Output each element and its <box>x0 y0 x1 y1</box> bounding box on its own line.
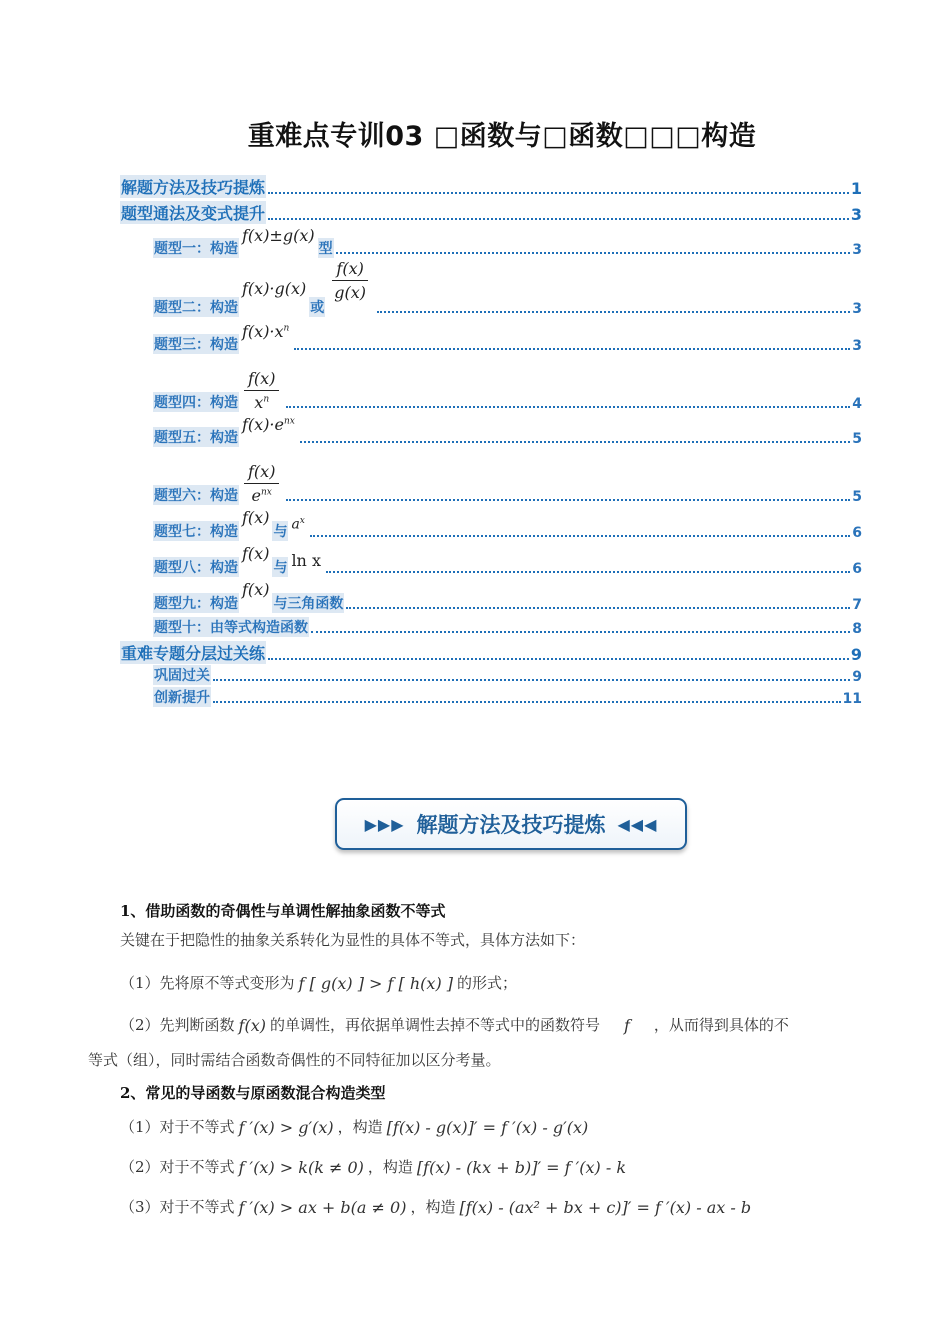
toc-entry[interactable] <box>153 580 862 613</box>
toc-leader <box>310 534 850 537</box>
toc-leader <box>326 570 850 573</box>
toc-page-number: 5 <box>852 431 862 447</box>
page-title: 重难点专训03 □函数与□函数□□□构造 <box>247 121 757 152</box>
toc-entry-label: 题型十：由等式构造函数 <box>153 617 309 637</box>
toc-entry-label: 题型四：构造 <box>153 392 239 412</box>
formula: [f(x) - (ax² + bx + c)]′ = f ′(x) - ax - b <box>459 1198 752 1217</box>
toc-entry-label: 题型一：构造 <box>153 238 239 258</box>
toc-entry-label: 题型六：构造 <box>153 485 239 505</box>
formula-base: f(x)·x <box>242 322 284 341</box>
toc-entry-label: 重难专题分层过关练 <box>120 641 266 664</box>
toc-leader <box>311 630 850 633</box>
toc-fraction <box>241 462 282 505</box>
toc-leader <box>346 606 850 609</box>
toc-entry-suffix: 型 <box>318 238 334 258</box>
toc-page-number: 3 <box>852 338 862 354</box>
text: ，构造 <box>367 1157 413 1176</box>
toc-entry[interactable] <box>153 687 862 707</box>
toc-entry-suffix: 与 <box>272 521 288 541</box>
text: 的形式； <box>457 973 518 992</box>
toc-leader <box>300 440 850 443</box>
toc-leader <box>377 310 850 313</box>
formula-exponent: nx <box>261 487 272 498</box>
toc-formula: f(x) <box>242 544 270 563</box>
formula-exponent: n <box>263 394 270 405</box>
toc-leader <box>268 191 849 194</box>
toc-entry-label: 题型通法及变式提升 <box>120 201 266 224</box>
toc-entry[interactable] <box>153 322 862 354</box>
formula: [f(x) - (kx + b)]′ = f ′(x) - k <box>416 1158 627 1177</box>
paragraph: 等式（组），同时需结合函数奇偶性的不同特征加以区分考量。 <box>88 1051 501 1069</box>
toc-entry[interactable] <box>153 544 862 577</box>
formula: f ′(x) > g′(x) <box>238 1118 334 1137</box>
text: （1）对于不等式 <box>120 1117 235 1136</box>
toc-entry-label: 题型九：构造 <box>153 593 239 613</box>
fraction-denominator <box>250 391 273 412</box>
right-arrows-icon: ▶▶▶ <box>364 814 405 834</box>
denominator-base: x <box>254 393 264 412</box>
denominator-base: e <box>251 486 262 505</box>
toc-formula: f(x) <box>242 508 270 527</box>
formula: f [ g(x) ] > f [ h(x) ] <box>298 974 454 993</box>
toc-page-number: 9 <box>850 645 862 664</box>
toc-entry[interactable] <box>153 226 862 258</box>
toc-fraction <box>327 259 373 302</box>
toc-leader <box>268 657 849 660</box>
toc-page-number: 3 <box>850 205 862 224</box>
toc-page-number: 5 <box>852 489 862 505</box>
toc-formula <box>239 322 292 341</box>
toc-entry-label: 题型五：构造 <box>153 427 239 447</box>
toc-leader <box>294 347 850 350</box>
toc-page-number: 9 <box>852 669 862 685</box>
banner-title: 解题方法及技巧提炼 <box>416 813 606 837</box>
text: 的单调性，再依据单调性去掉不等式中的函数符号 <box>269 1015 600 1034</box>
list-item <box>120 1196 755 1219</box>
toc-entry[interactable] <box>153 415 862 447</box>
formula: f ′(x) > ax + b(a ≠ 0) <box>238 1198 407 1217</box>
toc-entry-suffix: 或 <box>309 297 325 317</box>
toc-formula: f(x)±g(x) <box>242 226 315 245</box>
toc-page-number: 8 <box>852 621 862 637</box>
fraction-denominator: g(x) <box>334 283 367 302</box>
paragraph: 关键在于把隐性的抽象关系转化为显性的具体不等式，具体方法如下： <box>120 931 586 949</box>
text: （1）先将原不等式变形为 <box>120 973 295 992</box>
left-arrows-icon: ◀◀◀ <box>617 814 658 834</box>
formula: [f(x) - g(x)]′ = f ′(x) - g′(x) <box>386 1118 589 1137</box>
toc-entry-suffix: 与三角函数 <box>272 593 344 613</box>
toc-entry-label: 题型二：构造 <box>153 297 239 317</box>
toc-entry-suffix: 与 <box>272 557 288 577</box>
formula: f ′(x) > k(k ≠ 0) <box>238 1158 364 1177</box>
toc-page-number: 6 <box>852 561 862 577</box>
list-item <box>120 1156 630 1179</box>
toc-entry[interactable] <box>153 617 862 637</box>
toc-page-number: 3 <box>852 242 862 258</box>
toc-leader <box>286 405 850 408</box>
toc-page-number: 11 <box>842 691 862 707</box>
text: （2）对于不等式 <box>120 1157 235 1176</box>
toc-fraction <box>241 369 282 412</box>
formula-exponent: n <box>283 323 290 334</box>
toc-formula <box>239 415 298 434</box>
toc-leader <box>213 700 841 703</box>
toc-page-number: 1 <box>850 179 862 198</box>
toc-leader <box>336 251 851 254</box>
toc-entry[interactable] <box>153 449 862 505</box>
fraction-numerator: f(x) <box>244 369 279 391</box>
text: （3）对于不等式 <box>120 1197 235 1216</box>
text: （2）先判断函数 <box>120 1015 235 1034</box>
fraction-denominator <box>248 484 276 505</box>
toc-page-number: 6 <box>852 525 862 541</box>
toc-entry[interactable] <box>153 259 862 317</box>
toc-page-number: 4 <box>852 396 862 412</box>
formula-exponent: x <box>299 516 305 527</box>
fraction-numerator: f(x) <box>332 259 367 281</box>
paragraph <box>120 1014 870 1037</box>
toc-entry-label: 创新提升 <box>153 687 211 707</box>
section-heading: 2、常见的导函数与原函数混合构造类型 <box>120 1084 386 1102</box>
section-banner <box>335 798 687 850</box>
formula-base: f(x)·e <box>242 415 284 434</box>
toc-leader <box>213 678 850 681</box>
toc-entry[interactable] <box>120 201 862 224</box>
toc-formula-2: ln x <box>291 551 321 570</box>
toc-formula-2 <box>288 516 307 533</box>
toc-entry[interactable] <box>120 641 862 664</box>
toc-entry[interactable] <box>153 356 862 412</box>
formula: f <box>624 1016 630 1035</box>
toc-page-number: 7 <box>852 597 862 613</box>
formula-exponent: nx <box>283 416 295 427</box>
toc-leader <box>286 498 850 501</box>
toc-formula: f(x) <box>242 580 270 599</box>
toc-page-number: 3 <box>852 301 862 317</box>
formula: f(x) <box>238 1016 266 1035</box>
text: ，构造 <box>337 1117 383 1136</box>
toc-leader <box>268 217 849 220</box>
text: ，从而得到具体的不 <box>653 1015 789 1034</box>
text: ，构造 <box>410 1197 456 1216</box>
toc-entry-label: 题型八：构造 <box>153 557 239 577</box>
list-item <box>120 1116 592 1139</box>
toc-entry-label: 解题方法及技巧提炼 <box>120 175 266 198</box>
toc-entry-label: 题型三：构造 <box>153 334 239 354</box>
formula-base: a <box>291 516 300 533</box>
fraction-numerator: f(x) <box>244 462 279 484</box>
toc-entry-label: 巩固过关 <box>153 665 211 685</box>
toc-entry[interactable] <box>153 665 862 685</box>
paragraph <box>120 972 517 995</box>
toc-formula: f(x)·g(x) <box>242 278 307 298</box>
toc-entry[interactable] <box>120 175 862 198</box>
toc-entry[interactable] <box>153 508 862 541</box>
toc-entry-label: 题型七：构造 <box>153 521 239 541</box>
section-heading: 1、借助函数的奇偶性与单调性解抽象函数不等式 <box>120 902 446 920</box>
